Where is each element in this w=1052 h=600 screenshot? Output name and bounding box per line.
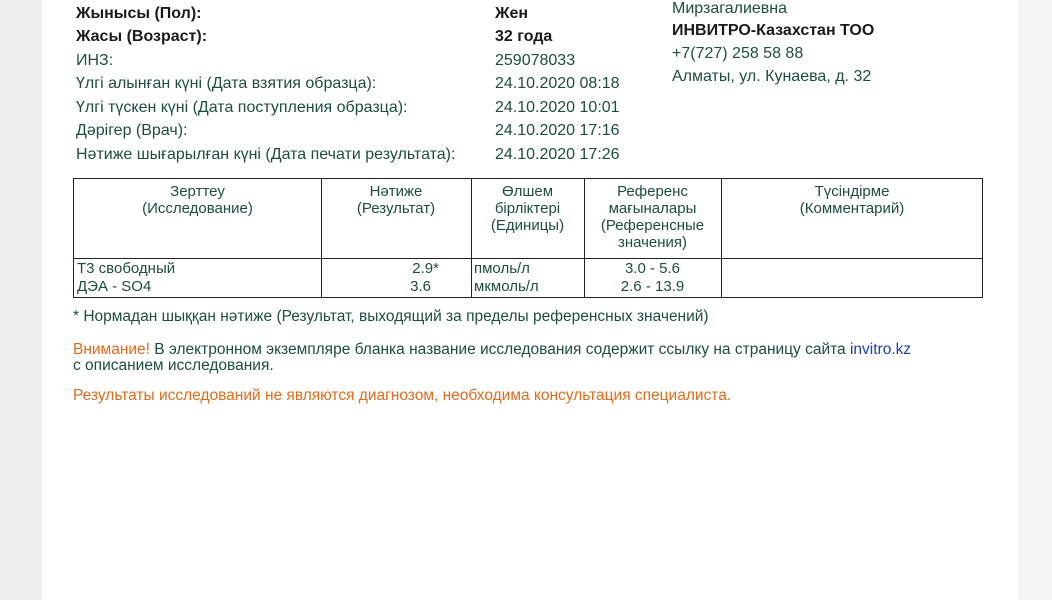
inz-value: 259078033 [495,52,576,69]
row-result-dhea: 3.6 [410,278,431,295]
print-date-value: 24.10.2020 17:26 [495,146,620,163]
sample-received-label: Үлгі түскен күні (Дата поступления образца): [76,99,408,116]
attention-text: В электронном экземпляре бланка название исследования содержит ссылку на страницу сайта [149,341,850,358]
header-study: Зерттеу (Исследование) [142,183,253,217]
results-table [73,178,983,298]
header-reference: Референс мағыналары (Референсные значения) [600,183,705,251]
row-units-dhea: мкмоль/л [474,278,539,295]
sample-taken-label: Үлгі алынған күні (Дата взятия образца): [76,75,377,92]
lab-company-name: ИНВИТРО-Казахстан ТОО [672,22,875,39]
lab-phone: +7(727) 258 58 88 [672,45,804,62]
sample-taken-value: 24.10.2020 08:18 [495,75,620,92]
print-date-label: Нәтиже шығарылған күні (Дата печати результата): [76,146,456,163]
header-result: Нәтиже (Результат) [356,183,436,217]
attention-word: Внимание! [73,341,150,358]
row-study-t3: Т3 свободный [77,260,176,277]
row-reference-dhea: 2.6 - 13.9 [620,278,685,295]
row-units-t3: пмоль/л [474,260,530,277]
age-label: Жасы (Возраст): [76,28,208,45]
invitro-link[interactable]: invitro.kz [849,341,912,358]
age-value: 32 года [495,28,553,45]
viewer-edge [1018,0,1052,600]
sex-value: Жен [495,5,529,22]
doctor-label: Дәрігер (Врач): [76,122,188,139]
header-comment: Түсіндірме (Комментарий) [799,183,905,217]
attention-note-line2: с описанием исследования. [73,357,274,374]
sample-received-value: 24.10.2020 10:01 [495,99,620,116]
header-units: Өлшем бірліктері (Единицы) [490,183,565,234]
sex-label: Жынысы (Пол): [76,5,202,22]
disclaimer-note: Результаты исследований не являются диагнозом, необходима консультация специалиста. [73,387,732,404]
abnormal-result-note: * Нормадан шыққан нәтиже (Результат, выходящий за пределы референсных значений) [73,308,709,325]
row-reference-t3: 3.0 - 5.6 [624,260,681,277]
lab-address: Алматы, ул. Кунаева, д. 32 [672,68,872,85]
row-result-t3: 2.9* [412,260,439,277]
patient-patronymic: Мирзагалиевна [672,0,788,17]
row-study-dhea: ДЭА - SO4 [77,278,152,295]
inz-label: ИНЗ: [76,52,114,69]
doctor-value: 24.10.2020 17:16 [495,122,620,139]
